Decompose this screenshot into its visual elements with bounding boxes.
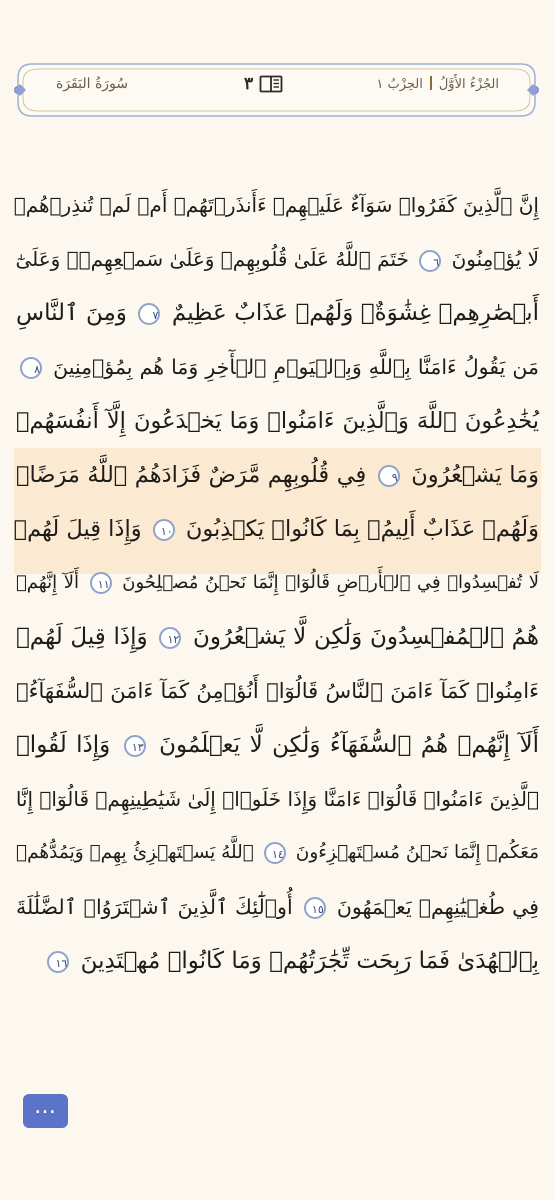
ayah-text[interactable]: مَعَكُمۡ إِنَّمَا نَحۡنُ مُسۡتَهۡزِءُونَ xyxy=(295,842,540,863)
ayah-number-marker[interactable]: ١٠ xyxy=(153,519,175,541)
ayah-text[interactable]: بِٱلۡهُدَىٰ فَمَا رَبِحَت تِّجَٰرَتُهُمۡ وَمَا كَانُوا۟ مُهۡتَدِينَ xyxy=(80,948,539,974)
ayah-text[interactable]: لَا يُؤۡمِنُونَ xyxy=(451,247,539,271)
ayah-text[interactable]: ٱلَّذِينَ ءَامَنُوا۟ قَالُوٓا۟ ءَامَنَّا وَإِذَا خَلَوۡا۟ إِلَىٰ شَيَٰطِينِهِمۡ قَالُوٓا۟ إِنَّا xyxy=(15,787,539,811)
ayah-text[interactable]: فِي طُغۡيَٰنِهِمۡ يَعۡمَهُونَ xyxy=(336,895,539,919)
ayah-number-marker[interactable]: ٩ xyxy=(378,465,400,487)
quran-line[interactable] xyxy=(14,232,541,286)
ayah-text[interactable]: ٱللَّهُ يَسۡتَهۡزِئُ بِهِمۡ وَيَمُدُّهُمۡ xyxy=(16,842,254,863)
quran-line[interactable] xyxy=(14,718,541,772)
ayah-text[interactable]: وَإِذَا قِيلَ لَهُمۡ xyxy=(16,624,148,650)
more-options-button[interactable]: … xyxy=(23,1094,68,1128)
ayah-text[interactable]: أَلَآ إِنَّهُمۡ هُمُ ٱلسُّفَهَآءُ وَلَٰكِن لَّا يَعۡلَمُونَ xyxy=(159,732,539,758)
quran-page-text[interactable] xyxy=(14,178,541,988)
ayah-text[interactable]: إِنَّ ٱلَّذِينَ كَفَرُوا۟ سَوَآءٌ عَلَيۡهِمۡ ءَأَنذَرۡتَهُمۡ أَمۡ لَمۡ تُنذِرۡهُمۡ xyxy=(13,193,539,217)
quran-line[interactable] xyxy=(14,502,541,556)
ayah-text[interactable]: وَلَهُمۡ عَذَابٌ أَلِيمُۢ بِمَا كَانُوا۟ يَكۡذِبُونَ xyxy=(185,516,539,542)
ayah-text[interactable]: فِي قُلُوبِهِم مَّرَضٌ فَزَادَهُمُ ٱللَّهُ مَرَضًاۖ xyxy=(16,462,367,488)
page-header xyxy=(14,60,539,120)
juz-label: الجُزْءُ الأَوَّلُ xyxy=(438,77,499,92)
ayah-number-marker[interactable]: ١٦ xyxy=(47,951,69,973)
quran-line[interactable] xyxy=(14,772,541,826)
juz-hizb-label xyxy=(376,76,499,92)
quran-line[interactable] xyxy=(14,826,541,880)
ayah-text[interactable]: خَتَمَ ٱللَّهُ عَلَىٰ قُلُوبِهِمۡ وَعَلَىٰ سَمۡعِهِمۡۖ وَعَلَىٰٓ xyxy=(15,247,409,271)
quran-line[interactable] xyxy=(14,880,541,934)
page-number-value: ٣ xyxy=(244,74,254,94)
ayah-text[interactable]: وَإِذَا لَقُوا۟ xyxy=(16,732,111,758)
ayah-text[interactable]: لَا تُفۡسِدُوا۟ فِي ٱلۡأَرۡضِ قَالُوٓا۟ إِنَّمَا نَحۡنُ مُصۡلِحُونَ xyxy=(122,572,540,593)
quran-line[interactable] xyxy=(14,394,541,448)
ayah-number-marker[interactable]: ١١ xyxy=(90,572,112,594)
ayah-text[interactable]: يُخَٰدِعُونَ ٱللَّهَ وَٱلَّذِينَ ءَامَنُوا۟ وَمَا يَخۡدَعُونَ إِلَّآ أَنفُسَهُمۡ xyxy=(16,408,539,434)
ayah-number-marker[interactable]: ١٢ xyxy=(159,627,181,649)
ayah-text[interactable]: وَمَا يَشۡعُرُونَ xyxy=(411,462,540,488)
ayah-text[interactable]: ءَامِنُوا۟ كَمَآ ءَامَنَ ٱلنَّاسُ قَالُوٓا۟ أَنُؤۡمِنُ كَمَآ ءَامَنَ ٱلسُّفَهَآءُۗ xyxy=(16,679,539,703)
ayah-number-marker[interactable]: ٦ xyxy=(419,250,441,272)
quran-line[interactable] xyxy=(14,556,541,610)
quran-line[interactable] xyxy=(14,340,541,394)
ayah-text[interactable]: وَإِذَا قِيلَ لَهُمۡ xyxy=(13,516,142,542)
page-number xyxy=(244,74,283,94)
quran-line[interactable] xyxy=(14,664,541,718)
ayah-text[interactable]: مَن يَقُولُ ءَامَنَّا بِٱللَّهِ وَبِٱلۡيَوۡمِ ٱلۡأٓخِرِ وَمَا هُم بِمُؤۡمِنِينَ xyxy=(53,355,539,379)
ayah-number-marker[interactable]: ٧ xyxy=(138,303,160,325)
surah-name: سُورَةُ البَقَرَة xyxy=(56,76,129,92)
ayah-number-marker[interactable]: ١٥ xyxy=(304,897,326,919)
ayah-number-marker[interactable]: ٨ xyxy=(20,357,42,379)
ayah-text[interactable]: أُو۟لَٰٓئِكَ ٱلَّذِينَ ٱشۡتَرَوُا۟ ٱلضَّلَٰلَةَ xyxy=(16,895,293,919)
ayah-text[interactable]: هُمُ ٱلۡمُفۡسِدُونَ وَلَٰكِن لَّا يَشۡعُرُونَ xyxy=(192,624,540,650)
ayah-number-marker[interactable]: ١٣ xyxy=(124,735,146,757)
quran-line[interactable] xyxy=(14,286,541,340)
book-icon xyxy=(259,75,283,93)
header-separator xyxy=(430,76,432,90)
ayah-text[interactable]: أَبۡصَٰرِهِمۡ غِشَٰوَةٌۖ وَلَهُمۡ عَذَابٌ عَظِيمٌ xyxy=(171,300,540,326)
ayah-text[interactable]: أَلَآ إِنَّهُمۡ xyxy=(16,572,79,593)
ayah-number-marker[interactable]: ١٤ xyxy=(264,842,286,864)
quran-line[interactable] xyxy=(14,178,541,232)
ayah-text[interactable]: وَمِنَ ٱلنَّاسِ xyxy=(16,300,127,326)
hizb-label: الحِزْبُ ١ xyxy=(376,77,423,92)
quran-line[interactable] xyxy=(14,934,541,988)
quran-line[interactable] xyxy=(14,448,541,502)
quran-line[interactable] xyxy=(14,610,541,664)
